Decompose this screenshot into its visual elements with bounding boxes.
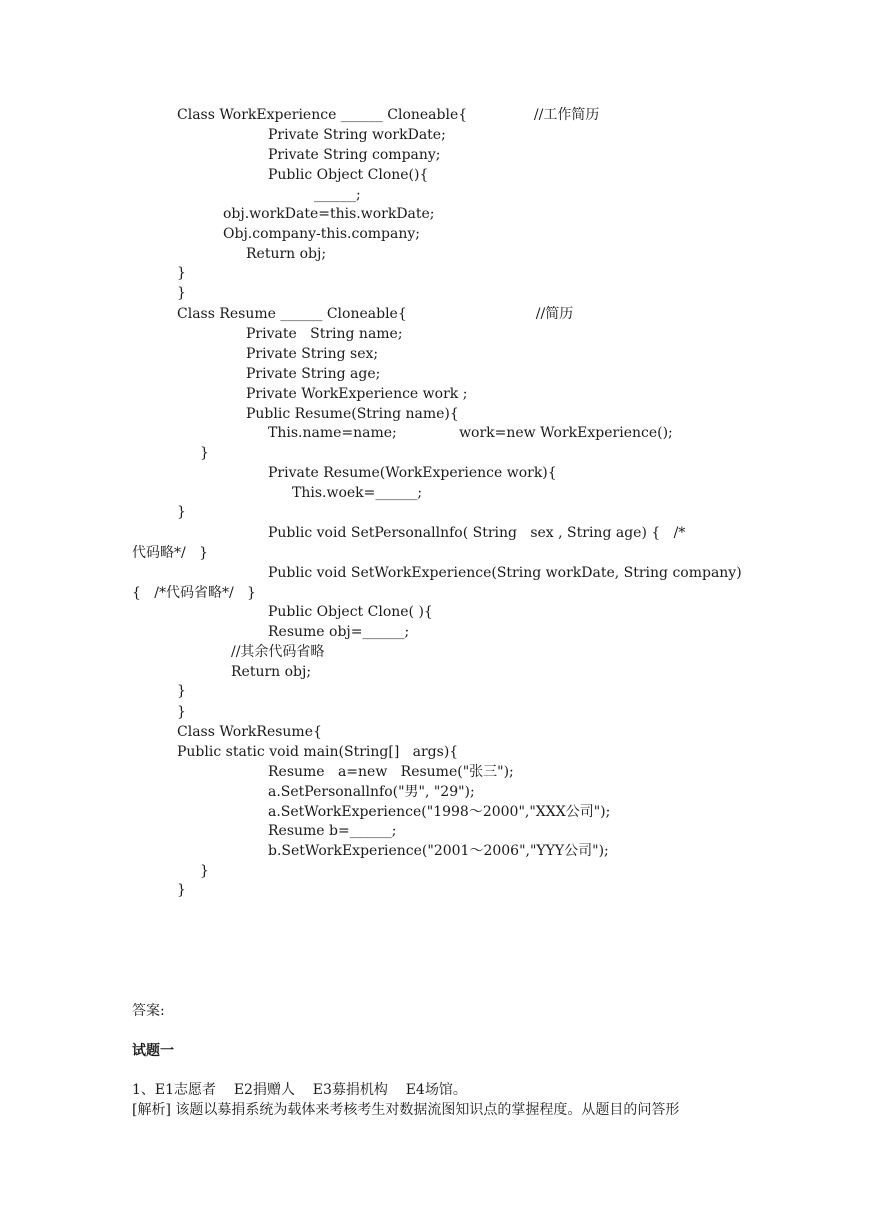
code-line: ______; <box>314 187 361 203</box>
section-title: 试题一 <box>132 1043 174 1059</box>
code-line: //其余代码省略 <box>231 644 325 660</box>
code-line: } <box>177 285 186 301</box>
code-line: Private Resume(WorkExperience work){ <box>268 465 557 481</box>
code-line: This.woek=______; <box>292 485 423 501</box>
code-line: This.name=name; work=new WorkExperience(); <box>268 425 673 441</box>
code-line: Private String age; <box>246 366 381 382</box>
answer-label: 答案: <box>132 1003 165 1019</box>
code-line: Obj.company-this.company; <box>223 226 420 242</box>
code-line: Private WorkExperience work ; <box>246 386 468 402</box>
code-line: } <box>200 445 209 461</box>
code-line: Class Resume ______ Cloneable{ //简历 <box>177 306 574 322</box>
code-line: Return obj; <box>231 664 312 680</box>
code-line: } <box>177 504 186 520</box>
code-line: Private String workDate; <box>268 127 446 143</box>
code-line: Resume b=______; <box>268 823 397 839</box>
code-line: Private String sex; <box>246 346 379 362</box>
code-line: { /*代码省略*/ } <box>132 585 256 601</box>
code-line: a.SetPersonallnfo("男", "29"); <box>268 784 475 800</box>
code-line: } <box>177 683 186 699</box>
code-line: Resume obj=______; <box>268 624 410 640</box>
code-line: 代码略*/ } <box>132 545 208 561</box>
code-line: Class WorkExperience ______ Cloneable{ //工作简历 <box>177 107 600 123</box>
code-line: } <box>177 704 186 720</box>
code-line: Private String company; <box>268 147 441 163</box>
analysis-line: [解析] 该题以募捐系统为载体来考核考生对数据流图知识点的掌握程度。从题目的问答形 <box>132 1102 680 1118</box>
code-line: Class WorkResume{ <box>177 724 322 740</box>
code-line: } <box>177 882 186 898</box>
code-line: } <box>200 863 209 879</box>
code-line: Public Object Clone( ){ <box>268 604 433 620</box>
code-line: Resume a=new Resume("张三"); <box>268 764 514 780</box>
code-line: Public void SetWorkExperience(String workDate, String company) <box>268 565 742 581</box>
code-line: Public Resume(String name){ <box>246 406 459 422</box>
code-line: Public void SetPersonallnfo( String sex , String age) { /* <box>268 525 686 541</box>
code-line: Return obj; <box>246 246 327 262</box>
code-line: a.SetWorkExperience("1998～2000","XXX公司"); <box>268 804 611 820</box>
code-line: } <box>177 265 186 281</box>
code-line: Public static void main(String[] args){ <box>177 744 459 760</box>
code-line: obj.workDate=this.workDate; <box>223 206 435 222</box>
code-line: Public Object Clone(){ <box>268 167 429 183</box>
code-line: b.SetWorkExperience("2001～2006","YYY公司"); <box>268 843 609 859</box>
code-line: Private String name; <box>246 326 403 342</box>
answer-line: 1、E1志愿者 E2捐赠人 E3募捐机构 E4场馆。 <box>132 1082 467 1098</box>
